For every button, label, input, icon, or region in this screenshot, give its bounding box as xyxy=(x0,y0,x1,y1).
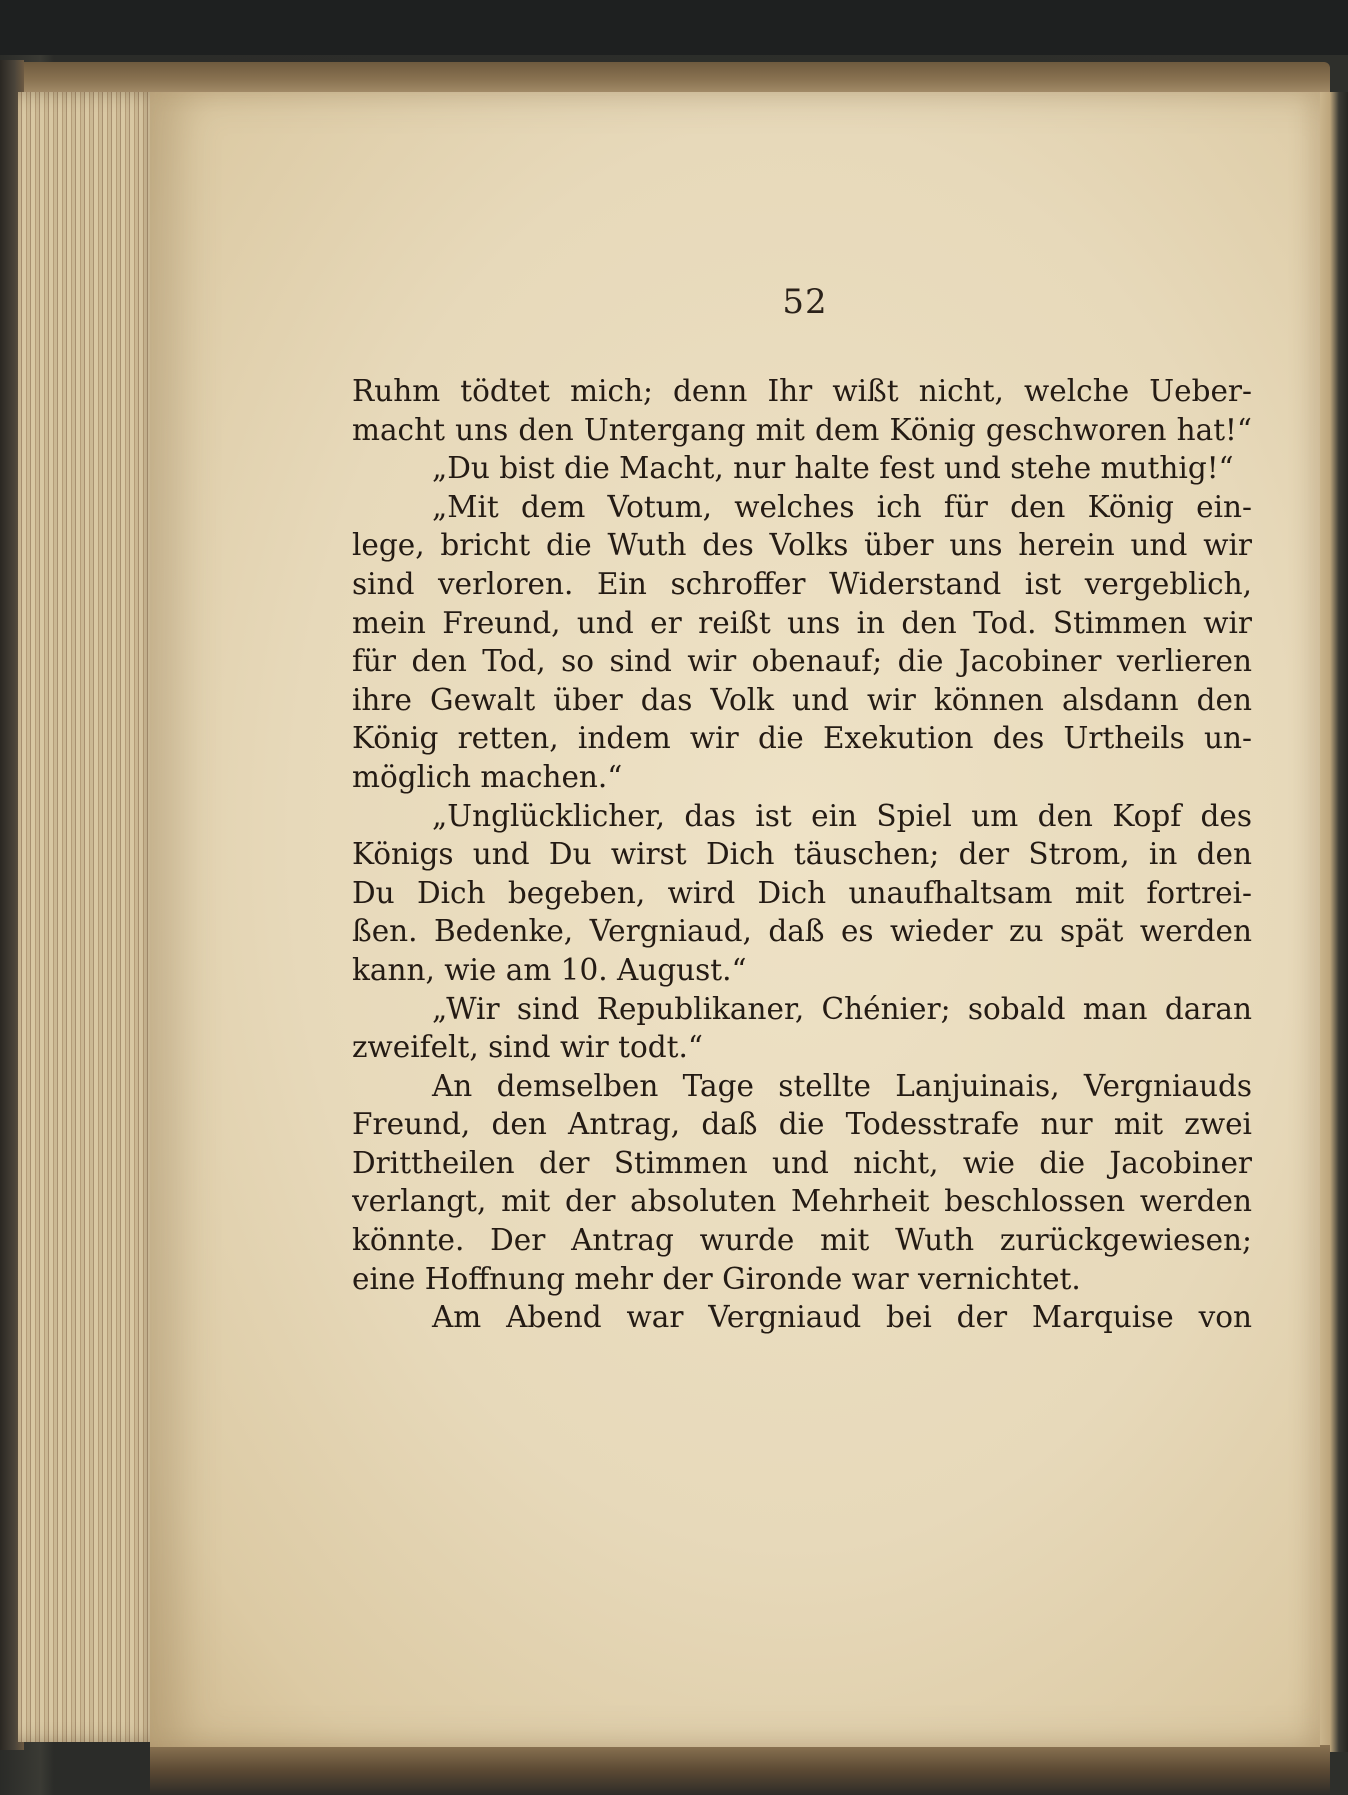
text-line: Du Dich begeben, wird Dich unaufhaltsam mit fortrei- xyxy=(352,875,1252,910)
text-line: „Unglücklicher, das ist ein Spiel um den Kopf des xyxy=(432,798,1252,833)
text-line: möglich machen.“ xyxy=(352,759,623,794)
text-line: ihre Gewalt über das Volk und wir können alsdann den xyxy=(352,682,1252,717)
text-line: Freund, den Antrag, daß die Todesstrafe nur mit zwei xyxy=(352,1107,1252,1142)
text-line: Drittheilen der Stimmen und nicht, wie die Jacobiner xyxy=(352,1145,1252,1180)
page-edge-right xyxy=(1318,92,1348,1752)
text-line: An demselben Tage stellte Lanjuinais, Vergniauds xyxy=(432,1068,1252,1103)
text-line: verlangt, mit der absoluten Mehrheit beschlossen werden xyxy=(352,1184,1252,1219)
text-line: zweifelt, sind wir todt.“ xyxy=(352,1030,703,1065)
text-line: mein Freund, und er reißt uns in den Tod. Stimmen wir xyxy=(352,605,1252,640)
text-line: „Mit dem Votum, welches ich für den König ein- xyxy=(432,489,1252,524)
text-line: „Du bist die Macht, nur halte fest und stehe muthig!“ xyxy=(432,451,1234,486)
text-line: macht uns den Untergang mit dem König geschworen hat!“ xyxy=(352,412,1252,447)
text-line: Ruhm tödtet mich; denn Ihr wißt nicht, welche Ueber- xyxy=(352,374,1252,408)
page-number: 52 xyxy=(782,282,828,322)
text-line: ßen. Bedenke, Vergniaud, daß es wieder zu spät werden xyxy=(352,914,1252,949)
page-body-text xyxy=(352,372,1252,1482)
text-line: König retten, indem wir die Exekution des Urtheils un- xyxy=(352,721,1252,756)
page-edges-stack xyxy=(18,92,168,1742)
text-line: für den Tod, so sind wir obenauf; die Jacobiner verlieren xyxy=(352,644,1252,679)
text-line: sind verloren. Ein schroffer Widerstand ist vergeblich, xyxy=(352,566,1252,601)
text-line: könnte. Der Antrag wurde mit Wuth zurückgewiesen; xyxy=(352,1223,1252,1258)
book-cover-bottom xyxy=(150,1745,1330,1795)
text-line: „Wir sind Republikaner, Chénier; sobald man daran xyxy=(432,991,1252,1026)
text-line: Königs und Du wirst Dich täuschen; der Strom, in den xyxy=(352,837,1252,872)
text-line: lege, bricht die Wuth des Volks über uns herein und wir xyxy=(352,528,1252,563)
text-line: Am Abend war Vergniaud bei der Marquise von xyxy=(432,1300,1252,1335)
text-line: kann, wie am 10. August.“ xyxy=(352,952,747,987)
text-line: eine Hoffnung mehr der Gironde war vernichtet. xyxy=(352,1261,1081,1296)
